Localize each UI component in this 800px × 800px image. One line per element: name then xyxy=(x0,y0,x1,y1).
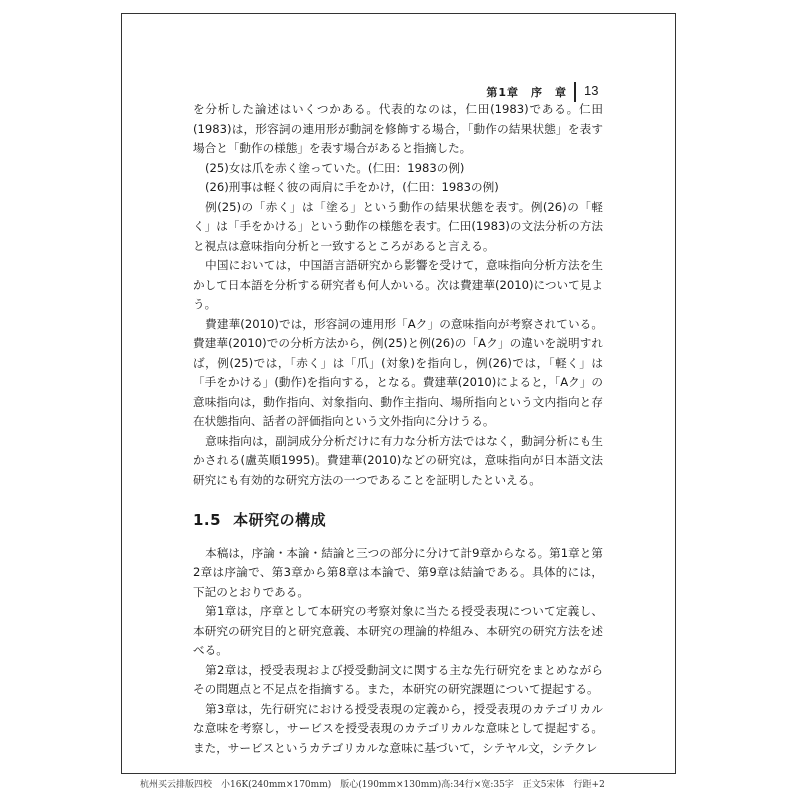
example-sentence: (25)女は爪を赤く塗っていた。(仁田：1983の例) xyxy=(205,160,465,175)
paragraph: 本稿は，序論・本論・結論と三つの部分に分けて計9章からなる。第1章と第2章は序論で、第3章から第8章は本論で、第9章は結論である。具体的には，下記のとおりである。 xyxy=(193,545,603,599)
header-divider xyxy=(574,82,576,102)
example-sentence: (26)刑事は軽く彼の両肩に手をかけ，(仁田：1983の例) xyxy=(205,180,499,194)
body-text xyxy=(193,100,603,758)
paragraph: 費建華(2010)では，形容詞の連用形「Aク」の意味指向が考察されている。費建華(2010)での分析方法から，例(25)と例(26)の「Aク」の違いを説明すれば，例(25)では，「赤く」は「爪」(対象)を指向し，例(26)では，「軽く」は「手をかける」(動作)を指向する，となる。費建華(2010)によると，「Aク」の意味指向は，動作指向、対象指向、動作主指向、場所指向という文内指向と存在状態指向、話者の評価指向という文外指向に分けうる。 xyxy=(193,316,603,428)
paragraph: 第2章は，授受表現および授受動詞文に関する主な先行研究をまとめながらその問題点と不足点を指摘する。また，本研究の研究課題について提起する。 xyxy=(193,662,603,696)
paragraph: 第1章は，序章として本研究の考察対象に当たる授受表現について定義し、本研究の研究目的と研究意義、本研究の理論的枠組み、本研究の研究方法を述べる。 xyxy=(193,604,603,657)
running-header xyxy=(122,72,675,102)
section-heading xyxy=(193,511,603,531)
page-number: 13 xyxy=(584,83,599,98)
paragraph: 中国においては，中国語言語研究から影響を受けて，意味指向分析方法を生かして日本語を分析する研究者も何人かいる。次は費建華(2010)について見よう。 xyxy=(193,258,603,311)
paragraph: 第3章は，先行研究における授受表現の定義から，授受表現のカテゴリカルな意味を考察し，サービスを授受表現のカテゴリカルな意味として提起する。また，サービスというカテゴリカルな意味に基づいて，シテヤル文，シテクレ xyxy=(193,701,603,755)
paragraphs-after-section xyxy=(193,544,603,759)
paragraph: を分析した論述はいくつかある。代表的なのは，仁田(1983)である。仁田(1983)は，形容詞の連用形が動詞を修飾する場合，「動作の結果状態」を表す場合と「動作の様態」を表す場合があると指摘した。 xyxy=(193,102,603,155)
section-number: 1.5 xyxy=(193,511,222,529)
section-title: 本研究の構成 xyxy=(233,511,327,529)
print-spec-footer: 杭州买云排版四校 小16K(240mm×170mm) 版心(190mm×130mm)高:34行×宽:35字 正文5宋体 行距+2 xyxy=(140,780,605,790)
chapter-label: 第1章 序 章 xyxy=(486,86,567,99)
paragraph: 例(25)の「赤く」は「塗る」という動作の結果状態を表す。例(26)の「軽く」は「手をかける」という動作の様態を表す。仁田(1983)の文法分析の方法と視点は意味指向分析と一致するところがあると言える。 xyxy=(193,199,603,253)
paragraph: 意味指向は，副詞成分分析だけに有力な分析方法ではなく，動詞分析にも生かされる(盧英順1995)。費建華(2010)などの研究は，意味指向が日本語文法研究にも有効的な研究方法の一つであることを証明したといえる。 xyxy=(193,433,603,487)
paragraphs-before-section xyxy=(193,100,603,490)
